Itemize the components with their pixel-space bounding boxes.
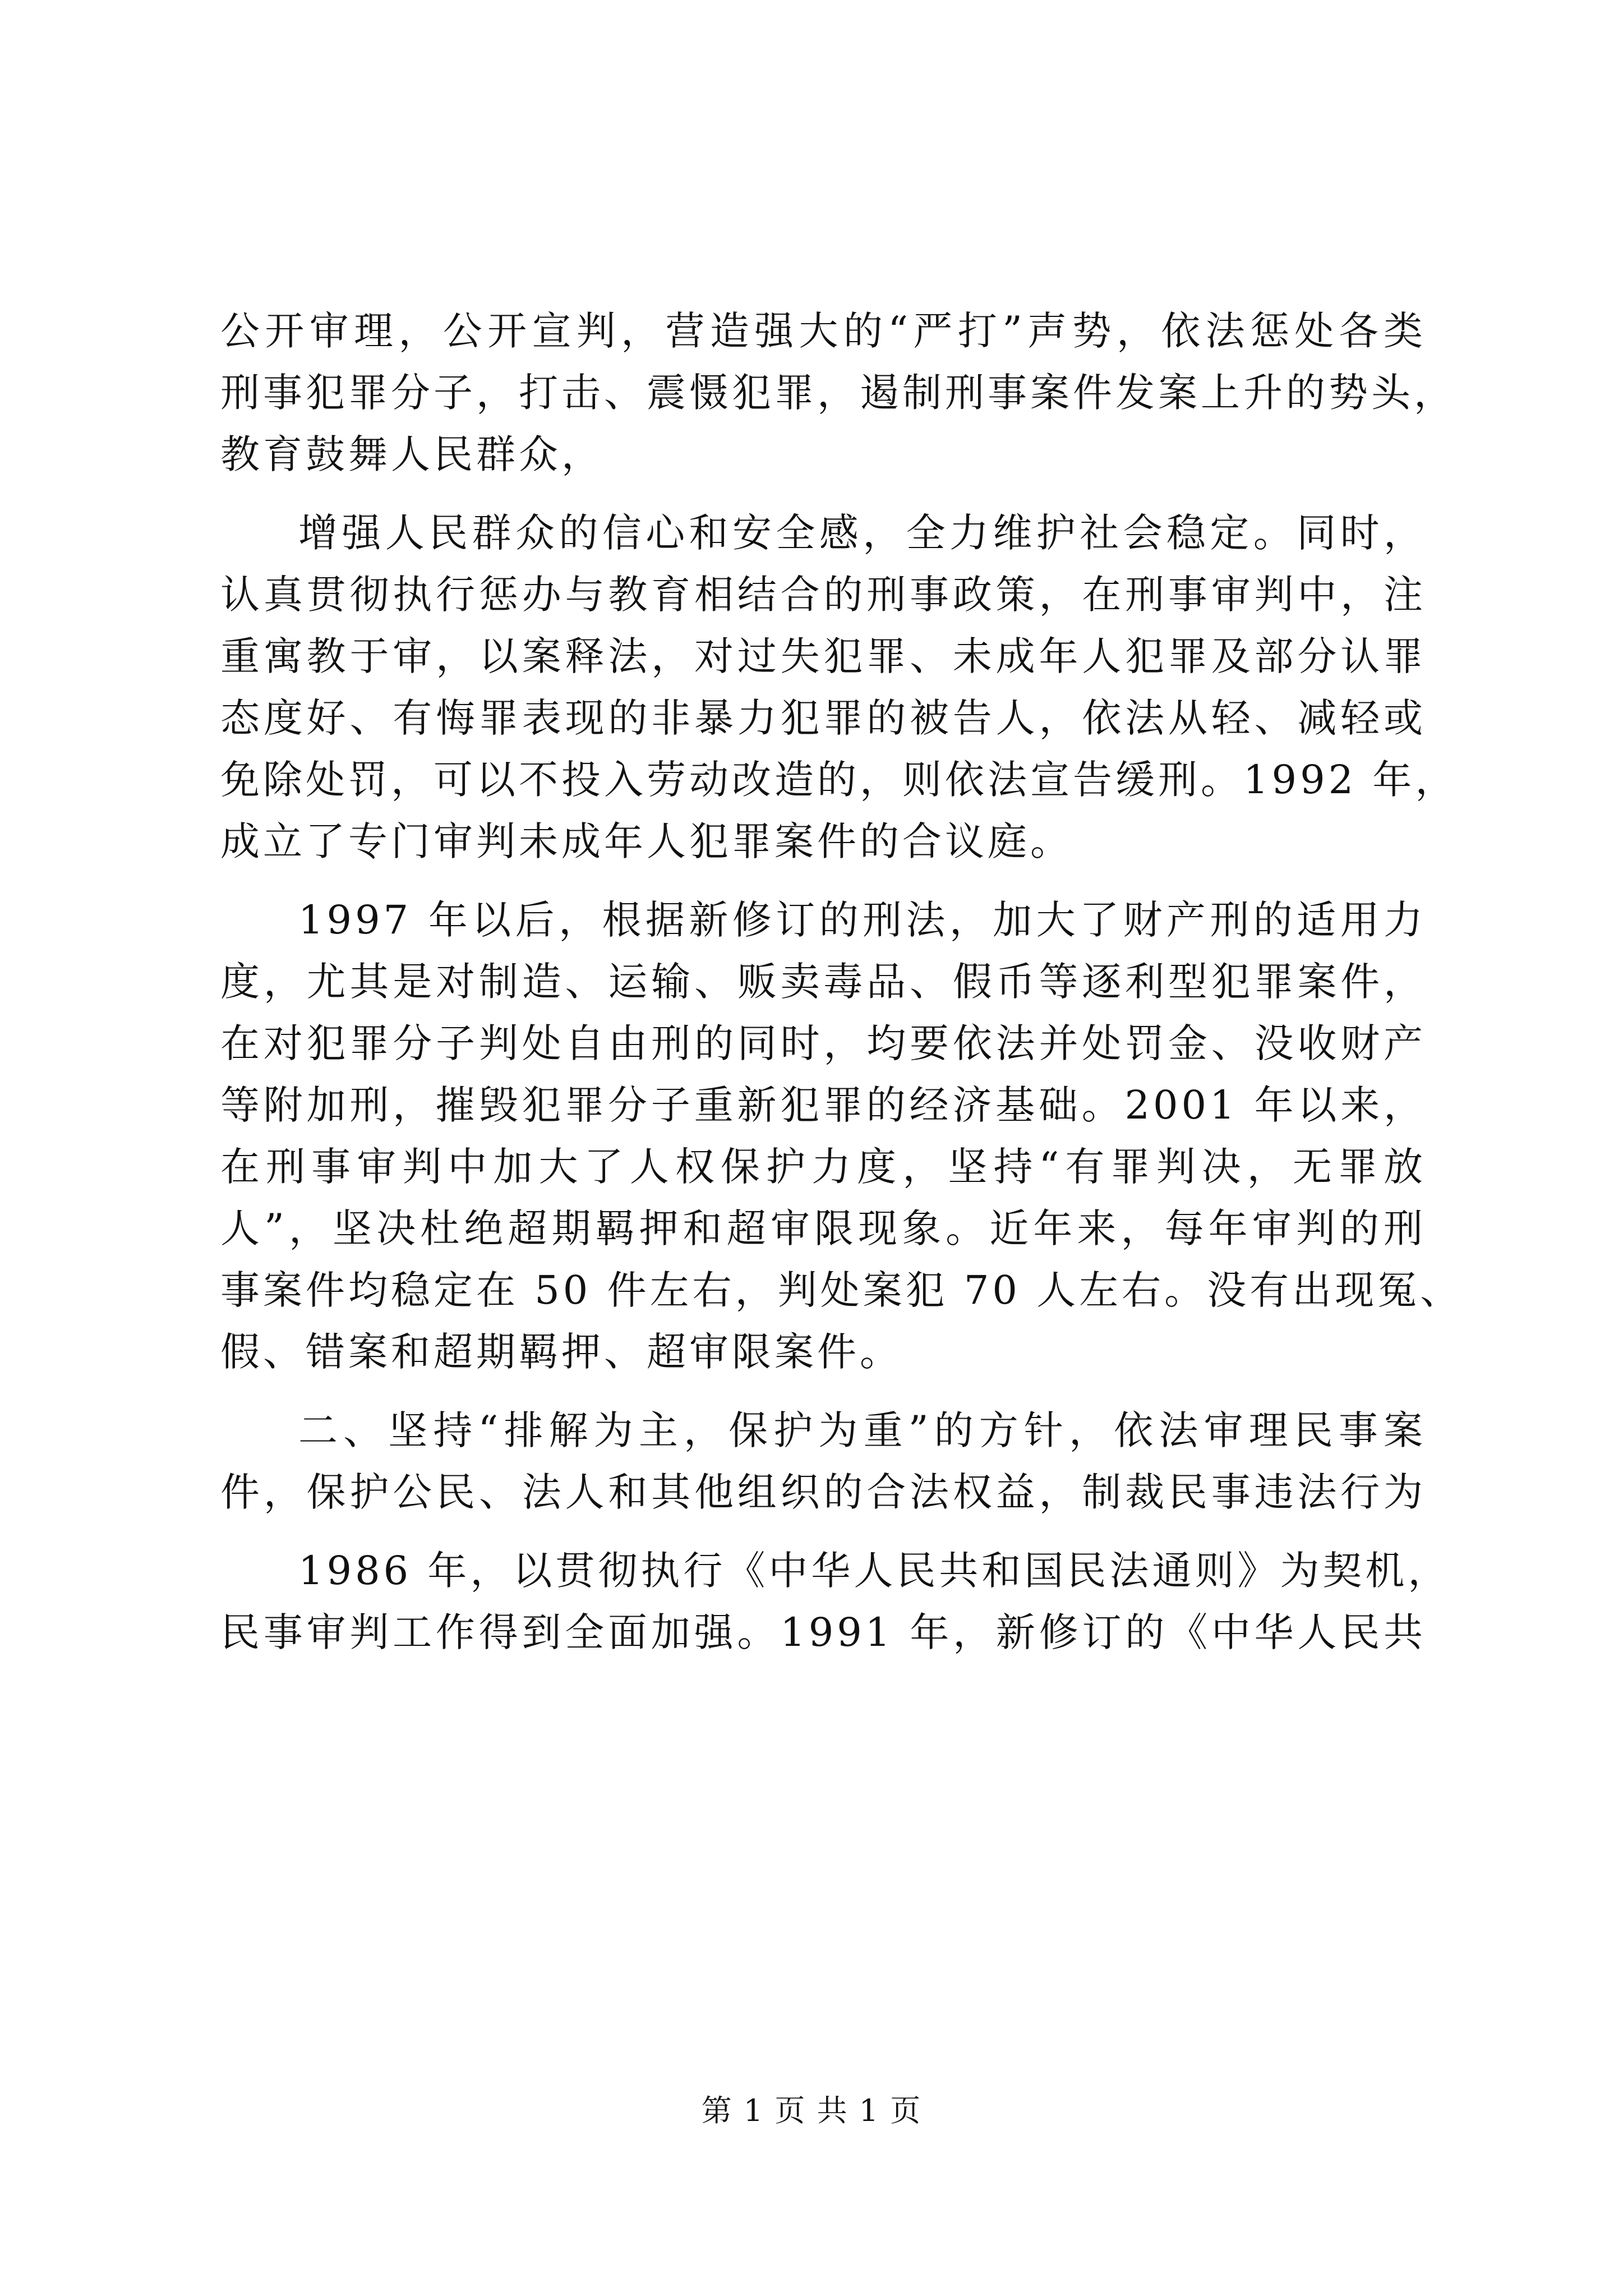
section-heading-line: 件，保护公民、法人和其他组织的合法权益，制裁民事违法行为 xyxy=(220,1469,1426,1515)
text-line: 民事审判工作得到全面加强。1991 年，新修订的《中华人民共 xyxy=(220,1609,1426,1655)
text-line: 刑事犯罪分子，打击、震慑犯罪，遏制刑事案件发案上升的势头， xyxy=(220,370,1456,416)
text-line: 事案件均稳定在 50 件左右，判处案犯 70 人左右。没有出现冤、 xyxy=(220,1267,1463,1313)
paragraph-first-line: 1997 年以后，根据新修订的刑法，加大了财产刑的适用力 xyxy=(298,897,1426,943)
text-line: 教育鼓舞人民群众， xyxy=(220,431,604,477)
text-line: 免除处罚，可以不投入劳动改造的，则依法宣告缓刑。1992 年， xyxy=(220,757,1458,803)
text-line: 公开审理，公开宣判，营造强大的“严打”声势，依法惩处各类 xyxy=(220,308,1426,354)
text-line: 等附加刑，摧毁犯罪分子重新犯罪的经济基础。2001 年以来， xyxy=(220,1082,1426,1128)
text-line: 认真贯彻执行惩办与教育相结合的刑事政策，在刑事审判中，注 xyxy=(220,572,1426,618)
text-line: 成立了专门审判未成年人犯罪案件的合议庭。 xyxy=(220,818,1073,864)
text-line: 态度好、有悔罪表现的非暴力犯罪的被告人，依法从轻、减轻或 xyxy=(220,695,1426,741)
text-line: 度，尤其是对制造、运输、贩卖毒品、假币等逐利型犯罪案件， xyxy=(220,959,1426,1005)
text-line: 在刑事审判中加大了人权保护力度，坚持“有罪判决，无罪放 xyxy=(220,1144,1426,1190)
text-line: 重寓教于审，以案释法，对过失犯罪、未成年人犯罪及部分认罪 xyxy=(220,633,1426,679)
paragraph-first-line: 增强人民群众的信心和安全感，全力维护社会稳定。同时， xyxy=(298,510,1426,556)
paragraph-first-line: 1986 年，以贯彻执行《中华人民共和国民法通则》为契机， xyxy=(298,1548,1451,1594)
text-line: 人”，坚决杜绝超期羁押和超审限现象。近年来，每年审判的刑 xyxy=(220,1205,1426,1251)
page-number-footer: 第 1 页 共 1 页 xyxy=(701,2093,922,2128)
section-heading-line: 二、坚持“排解为主，保护为重”的方针，依法审理民事案 xyxy=(298,1407,1426,1453)
text-line: 假、错案和超期羁押、超审限案件。 xyxy=(220,1329,902,1375)
text-line: 在对犯罪分子判处自由刑的同时，均要依法并处罚金、没收财产 xyxy=(220,1020,1426,1066)
